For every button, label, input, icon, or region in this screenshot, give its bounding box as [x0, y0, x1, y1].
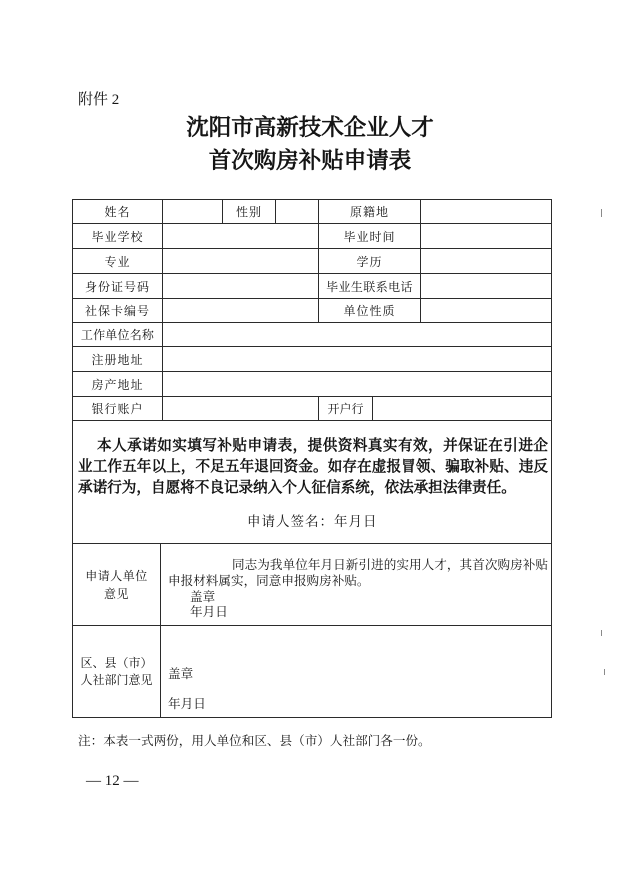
- employer-type-label: 单位性质: [319, 299, 421, 323]
- commitment-section: [73, 421, 552, 544]
- gender-label: 性别: [223, 200, 276, 224]
- district-seal-label: 盖章: [168, 666, 194, 681]
- footnote: 注：本表一式两份，用人单位和区、县（市）人社部门各一份。: [78, 733, 431, 748]
- registered-address-field: [163, 347, 552, 372]
- attachment-label: 附件 2: [78, 92, 120, 108]
- district-date-label: 年月日: [168, 696, 206, 711]
- scan-artifact: [604, 669, 605, 675]
- employer-name-label: 工作单位名称: [73, 323, 163, 347]
- graduate-phone-field: [421, 274, 552, 299]
- employer-opinion-label: [73, 544, 161, 626]
- bank-field: [373, 397, 552, 421]
- graduation-date-field: [421, 224, 552, 249]
- employer-seal-label: 盖章: [190, 589, 216, 604]
- employer-opinion-content: [161, 544, 552, 626]
- id-number-field: [163, 274, 319, 299]
- employer-name-field: [163, 323, 552, 347]
- scan-artifact: [601, 209, 602, 217]
- graduation-date-label: 毕业时间: [319, 224, 421, 249]
- applicant-signature-line: 申请人签名：年月日: [247, 514, 378, 530]
- district-opinion-label-line-1: 区、县（市）: [80, 655, 153, 670]
- name-label: 姓名: [73, 200, 163, 224]
- bank-account-label: 银行账户: [73, 397, 163, 421]
- employer-opinion-text-line-2: 申报材料属实，同意申报购房补贴。: [168, 573, 370, 588]
- commitment-line-3: 承诺行为，自愿将不良记录纳入个人征信系统，依法承担法律责任。: [78, 479, 516, 496]
- employer-opinion-text-line-1: 同志为我单位年月日新引进的实用人才，其首次购房补贴: [232, 557, 548, 572]
- education-field: [421, 249, 552, 274]
- district-opinion-label: [73, 626, 161, 718]
- employer-type-field: [421, 299, 552, 323]
- school-field: [163, 224, 319, 249]
- property-address-label: 房产地址: [73, 372, 163, 397]
- employer-date-label: 年月日: [190, 604, 228, 619]
- commitment-line-2: 业工作五年以上，不足五年退回资金。如存在虚报冒领、骗取补贴、违反: [78, 458, 548, 475]
- district-opinion-label-line-2: 人社部门意见: [80, 672, 153, 687]
- registered-address-label: 注册地址: [73, 347, 163, 372]
- scan-artifact: [601, 630, 602, 636]
- graduate-phone-label: 毕业生联系电话: [319, 274, 421, 299]
- social-security-card-field: [163, 299, 319, 323]
- form-title-line-2: 首次购房补贴申请表: [208, 148, 412, 174]
- commitment-line-1: 本人承诺如实填写补贴申请表，提供资料真实有效，并保证在引进企: [97, 437, 548, 454]
- district-opinion-content: [161, 626, 552, 718]
- bank-account-field: [163, 397, 319, 421]
- property-address-field: [163, 372, 552, 397]
- form-title-line-1: 沈阳市高新技术企业人才: [186, 115, 434, 141]
- id-number-label: 身份证号码: [73, 274, 163, 299]
- origin-field: [421, 200, 552, 224]
- bank-label: 开户行: [319, 397, 373, 421]
- origin-label: 原籍地: [319, 200, 421, 224]
- major-label: 专业: [73, 249, 163, 274]
- school-label: 毕业学校: [73, 224, 163, 249]
- application-form-table: [72, 199, 552, 718]
- employer-opinion-label-line-1: 申请人单位: [85, 568, 148, 583]
- social-security-card-label: 社保卡编号: [73, 299, 163, 323]
- page-number: — 12 —: [86, 773, 139, 789]
- employer-opinion-label-line-2: 意见: [103, 586, 129, 601]
- education-label: 学历: [319, 249, 421, 274]
- name-field: [163, 200, 223, 224]
- gender-field: [276, 200, 319, 224]
- major-field: [163, 249, 319, 274]
